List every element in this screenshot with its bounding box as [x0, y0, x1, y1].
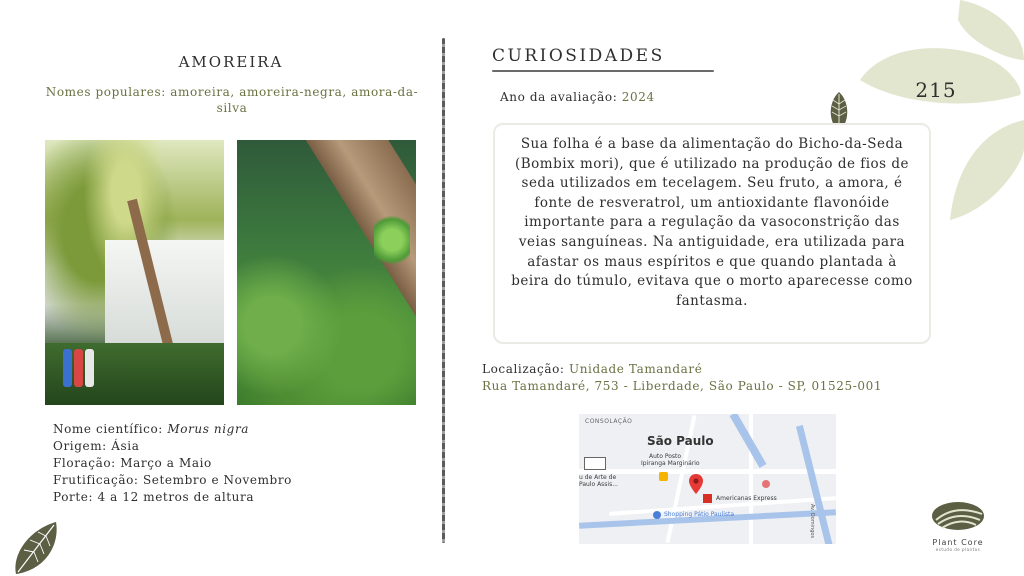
scientific-name: Nome científico: Morus nigra: [53, 422, 250, 436]
tree-photo-building: [45, 140, 224, 405]
evaluation-year-value: 2024: [621, 90, 655, 104]
map-city: São Paulo: [647, 434, 714, 448]
location-map[interactable]: [579, 414, 836, 544]
map-district: CONSOLAÇÃO: [585, 418, 633, 425]
curiosities-box: [493, 123, 931, 344]
curiosities-title: CURIOSIDADES: [492, 46, 665, 66]
size: Porte: 4 a 12 metros de altura: [53, 490, 255, 504]
fruiting: Frutificação: Setembro e Novembro: [53, 473, 292, 487]
recycle-bins: [63, 349, 96, 391]
location-unit[interactable]: Unidade Tamandaré: [568, 362, 703, 376]
title-underline: [492, 70, 714, 72]
map-pin-icon: [689, 474, 703, 494]
origin: Origem: Ásia: [53, 439, 140, 453]
plant-core-logo-icon: [930, 500, 986, 532]
map-side-road: Av. Domingos: [809, 504, 815, 539]
photo-foliage: [374, 210, 410, 270]
tree-photo-trunk: [237, 140, 416, 405]
location-address[interactable]: Rua Tamandaré, 753 - Liberdade, São Paulo - SP, 01525-001: [482, 379, 883, 393]
map-poi-gas: Auto Posto: [649, 453, 682, 460]
curiosities-text: Sua folha é a base da alimentação do Bicho-da-Seda (Bombix mori), que é utilizado na produção de fios de seda utilizados em tecelagem. Seu fruto, a amora, é fonte de resveratrol, um antioxidante flavonóide importante para a regulação da vasoconstrição das veias sanguíneas. Na antiguidade, era utilizada para afastar os maus espíritos e que quando plantada à beira do túmulo, evitava que o morto aparecesse como fantasma.: [511, 136, 913, 309]
leaf-icon-bottom-left: [10, 520, 60, 576]
hospital-icon: [762, 480, 770, 488]
brand-tagline: estudo de plantas: [935, 547, 981, 552]
plant-title: AMOREIRA: [178, 53, 284, 71]
shopping-center-icon: [653, 511, 661, 519]
map-poi-gas-sub: Ipiranga Marginário: [641, 460, 700, 467]
map-poi-museum: u de Arte de: [579, 474, 617, 481]
map-poi-mall: Shopping Pátio Paulista: [664, 511, 735, 518]
popular-names: Nomes populares: amoreira, amoreira-negra, amora-da-silva: [45, 85, 419, 115]
plant-details: [53, 421, 292, 506]
scientific-name-value: Morus nigra: [167, 422, 250, 436]
map-poi-museum-sub: Paulo Assis...: [579, 481, 618, 488]
page-number: 215: [915, 78, 957, 102]
flowering: Floração: Março a Maio: [53, 456, 212, 470]
location: Localização: Unidade Tamandaré Rua Tamandaré, 753 - Liberdade, São Paulo - SP, 01525-001: [482, 362, 883, 393]
shopping-icon: [703, 494, 712, 503]
gas-station-icon: [659, 472, 668, 481]
museum-icon: [584, 457, 606, 470]
map-poi-store: Americanas Express: [716, 495, 777, 502]
vertical-divider: [442, 38, 445, 543]
evaluation-year: Ano da avaliação: 2024: [500, 90, 655, 104]
brand-logo: [920, 500, 996, 552]
brand-name: Plant Core: [932, 538, 984, 547]
